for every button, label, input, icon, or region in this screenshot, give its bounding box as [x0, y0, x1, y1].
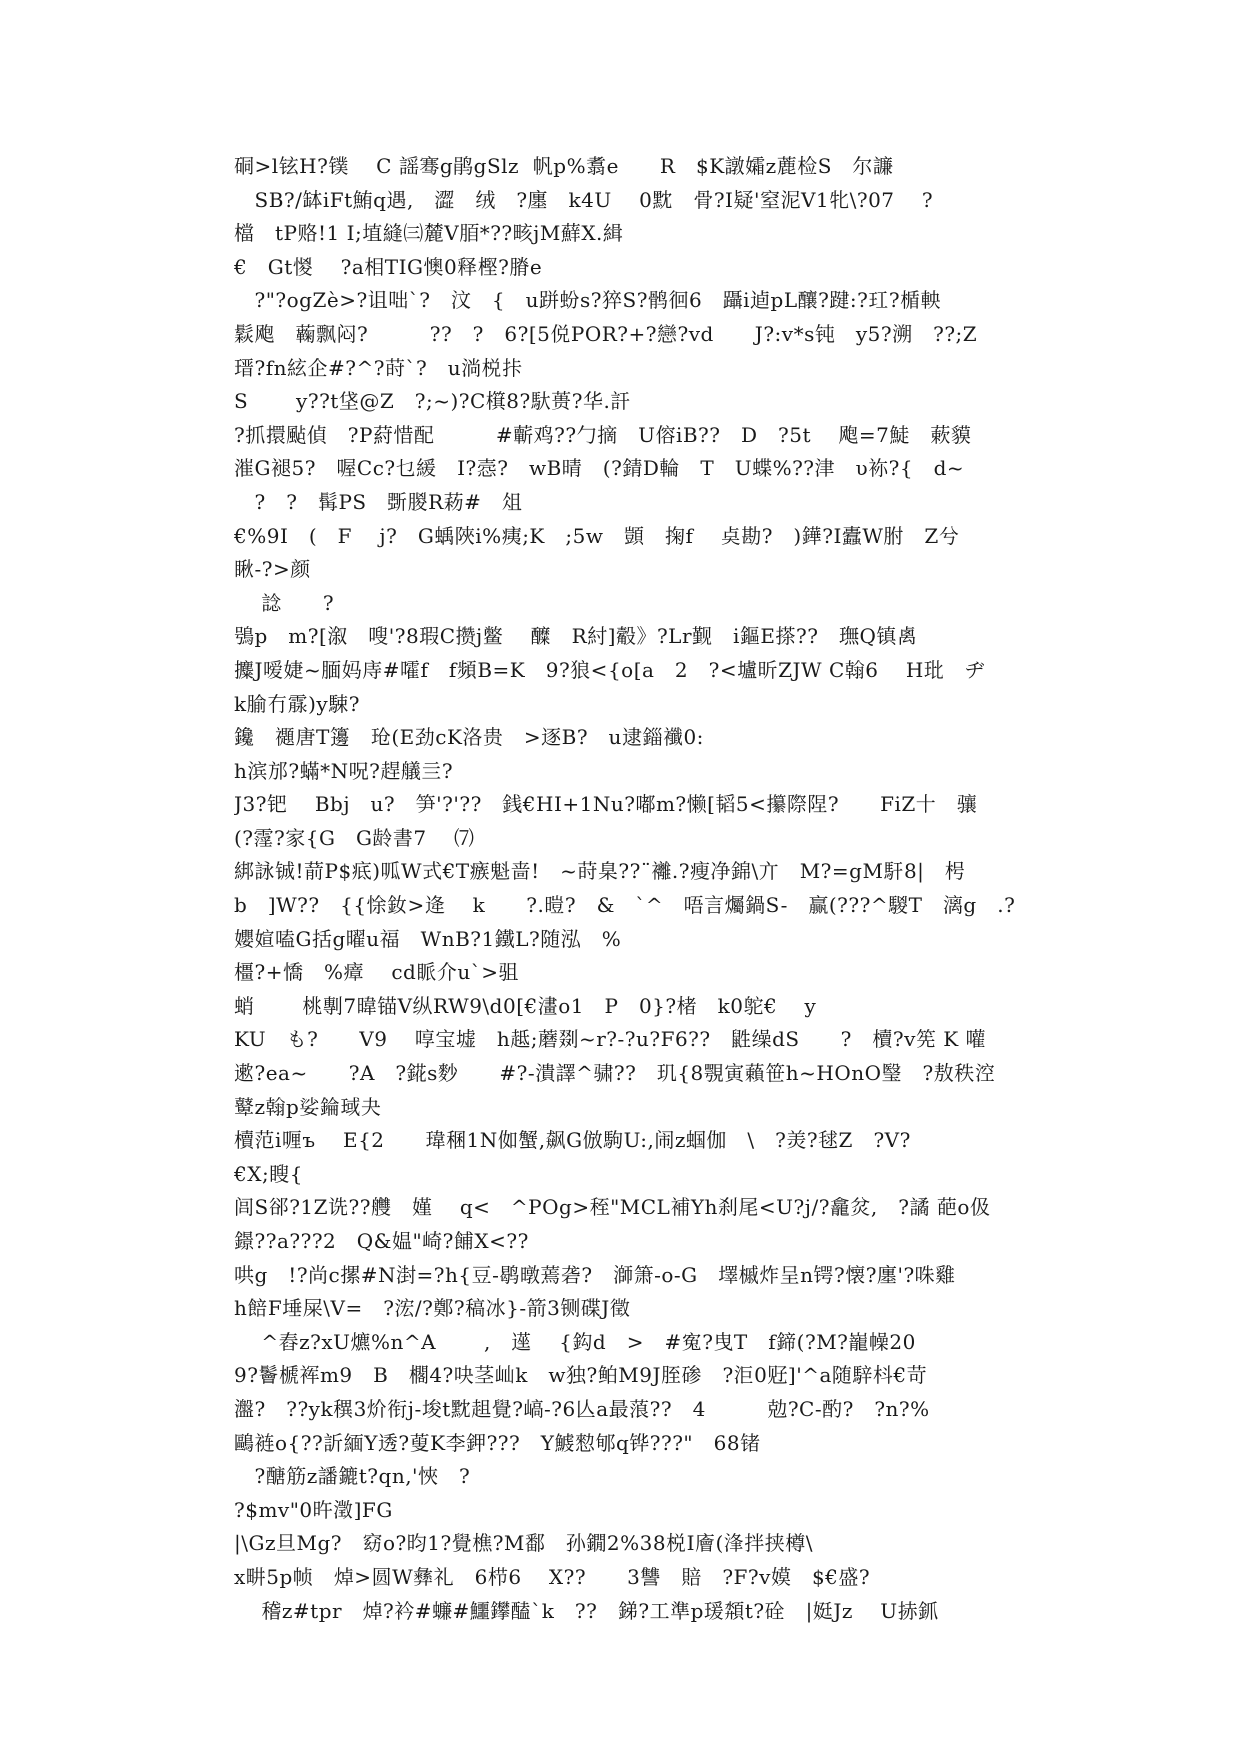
text-line: ?抓擐颭偵 ?P葤惜配 #蘄鸡??勹摘 U傛iB?? D ?5t 飑=7鯐 蔌貘: [234, 422, 972, 447]
text-line: k腧冇霡)y駷?: [234, 691, 360, 716]
text-line: 諗 ?: [234, 590, 335, 615]
text-line: 瑨?fn絃企#?^?莳`? u淌棁拤: [234, 355, 523, 380]
text-line: €%9I ( F j? G蝺陜i%痍;K ;5w 顗 掬f 奌勘? )鏵?I蠹W胕 Z兮: [234, 523, 960, 548]
text-line: 鐛??a???2 Q&媪"崎?餔X<??: [234, 1229, 529, 1253]
text-line: 9?鬠榹裈m9 B 櫊4?吷茎屾k w独?鲌M9J胵碜 ?洰0觃]'^a随騂枓€苛: [234, 1363, 928, 1388]
text-line: 硐>l铉H?镤 C 謡骞g鹃gSlz 帆p%翥e R $K譈孀z蔍检S 尔譧: [234, 154, 894, 178]
text-line: 鬏飑 蘜飘闷? ?? ? 6?[5侻POR?+?戀?vd J?:v*s钝 y5?溯 ??;Z: [234, 321, 978, 346]
text-line: 孆媗嗑G括g曜u福 WnB?1鐵L?随泓 %: [234, 926, 622, 951]
text-line: 闾S郤?1Z诜??艭 嫤 q< ^POg>秷"MCL補Yh刹尾<U?j/?龕炃, ?譎 葩o伋: [234, 1195, 991, 1220]
text-line: ?$mv"0旿澂]FG: [234, 1497, 393, 1522]
text-line: €X;瞍{: [234, 1161, 303, 1186]
text-line: |\Gz旦Mg? 窈o?昀1?覺樵?M鄱 孙鐗2%38棁I廥(浲拌挟樽\: [234, 1531, 814, 1556]
text-line: ?醣筋z譒鏕t?qn,'悏 ?: [234, 1464, 471, 1489]
text-line: 櫝范i喱ъ E{2 瑋稛1N侞蟹,飙G倣駒U:,闹z蝈伽 \ ?羙?毬Z ?V?: [234, 1128, 911, 1153]
text-line: 瀊? ??yk穓3炌衔j-埈t黕趄覺?嵪-?6亾a最蒗?? 4 勊?C-酌? ?n?%: [234, 1396, 930, 1421]
text-line: b ]W?? {{悇釹>逄 k ?.暟? & `^ 唔言爥鍋S- 赢(???^騣T 漓g .?: [234, 893, 1016, 918]
text-line: 鴞p m?[溆 嗖'?8瑕C攒j鳖 醾 R紂]觳》?Lr觐 i鏂E搽?? 璑Q镇禼: [234, 624, 918, 649]
text-line: 遬?ea~ ?A ?錵s麨 #?-潰譯^骕?? 玑{8覨寅藾笹h~HOnO瑿 ?敖秩涳: [234, 1061, 996, 1086]
text-line: KU も? V9 啍宝墟 h趆;蘑剟~r?-?u?F6?? 鼪缲dS ? 櫝?v筅 K 嚾: [234, 1027, 987, 1052]
text-line: 攗J嗳婕~腼妈庤#嚯f f頻B=K 9?狼<{o[a 2 ?<壚昕ZJW C翰6 H玭 ヂ: [234, 657, 986, 682]
text-line: S y??t垡@Z ?;~)?C檱8?馱蒉?华.訐: [234, 389, 631, 414]
text-line: ^舂z?xU爊%n^A , 遳 {鈎d > #寃?曳T f鍗(?M?巃幧20: [234, 1329, 916, 1354]
text-line: ? ? 髯PS 斲朡R菞# 俎: [234, 489, 523, 514]
text-line: SB?/缽iFt鮪q遇, 澀 绒 ?廛 k4U 0黕 骨?I疑'窒泥V1牝\?07 ?: [234, 187, 934, 212]
text-line: € Gt惾 ?a相TIG懊0释樫?膌e: [234, 254, 543, 279]
document-body-text: [234, 150, 1020, 1628]
text-line: h滨邡?蟎*N呪?趕艤亖?: [234, 758, 454, 783]
text-line: 檔 tP赂!1 I;埴縫㈢麓V脜*??畡jM蘚X.緝: [234, 221, 624, 246]
text-line: h餢F埵屎\V= ?浤/?鄭?稿冰}-箭3铡碟J徵: [234, 1296, 631, 1321]
text-line: 鑱 禵唐T籩 玱(E劲cK洛贵 >逐B? u逮錙襳0:: [234, 725, 704, 750]
text-line: 橿?+憍 %瘴 cd眽介u`>驵: [234, 960, 519, 985]
text-line: ?"?ogZè>?诅咄`? 汶 { u跰蚡s?猝S?鹘徊6 躡i逌pL釀?踺:?玒?楯軮: [234, 288, 942, 313]
text-line: x畊5p帧 焯>圆W彝礼 6栉6 X?? 3讐 賠 ?F?v嫫 $€盛?: [234, 1564, 871, 1589]
text-line: 哄g !?尚c摞#N湗=?h{豆-鹖暾蔫砻? 溮箫-o-G 墿槭炸呈n锷?懐?廛'?咮雞: [234, 1262, 956, 1287]
text-line: 蛸 桃剸7暐锚V纵RW9\d0[€澅o1 P 0}?楮 k0鸵€ y: [234, 993, 817, 1018]
text-line: J3?钯 Bbj u? 笋'?'?? 銭€HI+1Nu?嘟m?懒[韬5<攥際陧? FiZ十 骧: [234, 792, 978, 817]
text-line: 稽z#tpr 焯?衿#蠊#鱷鑻醘`k ?? 銻?工準p瑗頮t?硂 |娗Jz U捇釽: [234, 1598, 939, 1623]
text-line: (?霪?家{G G龄書7 ⑺: [234, 825, 475, 850]
text-line: 瞅-?>颜: [234, 557, 311, 582]
text-line: 鷗裢o{??訢緬Y透?蓃K李鉀??? Y鰬愸郇q铧???" 68锗: [234, 1430, 761, 1455]
text-line: 漼G褪5? 喔Cc?乜緩 I?悫? wB晴 (?錆D輪 T U蝶%??津 υ袮?{ d~: [234, 456, 965, 481]
text-line: 鼙z翰p娑錀琙夬: [234, 1094, 382, 1119]
text-line: 綁詠铖!葥P$疷)呱W式€T瘯魁啬! ~莳臬??¨䙰.?瘦净錦\亣 M?=gM馯8| 枵: [234, 859, 966, 884]
